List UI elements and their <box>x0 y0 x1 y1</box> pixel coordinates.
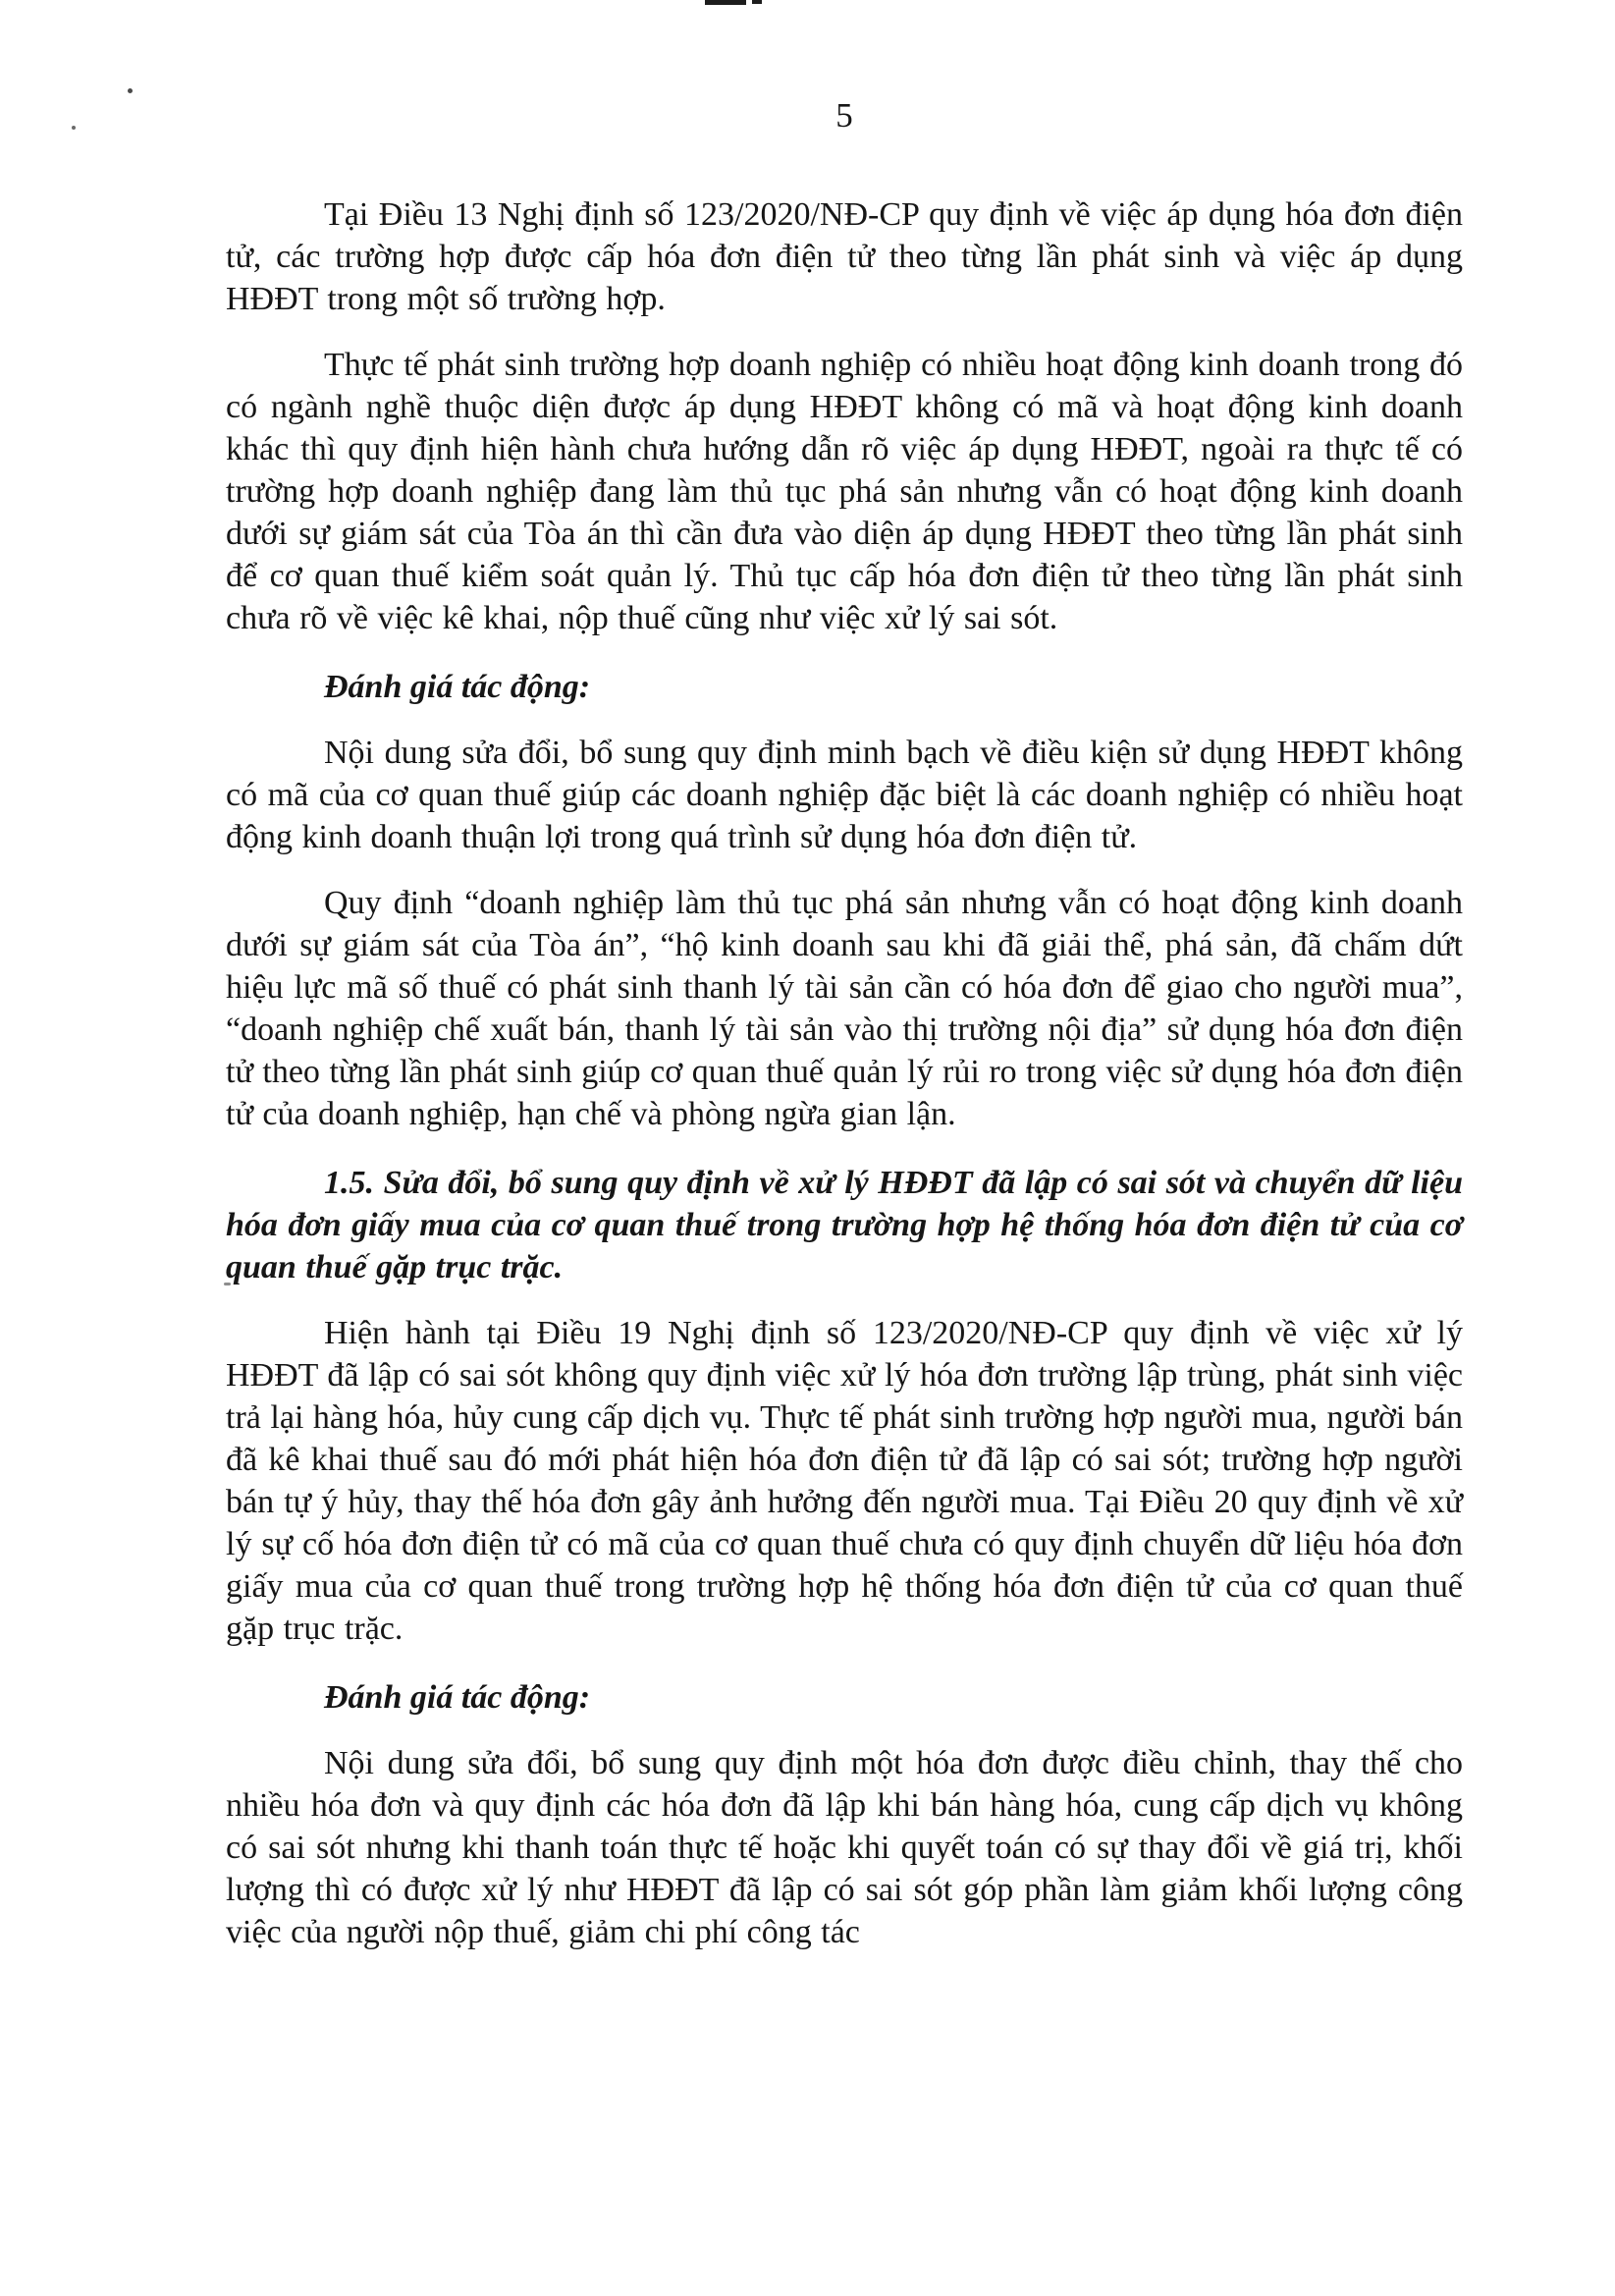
paragraph-impact-assessment-2: Nội dung sửa đổi, bổ sung quy định một hóa đơn được điều chỉnh, thay thế cho nhiều hóa đơn và quy định các hóa đơn đã lập khi bán hàng hóa, cung cấp dịch vụ không có sai sót nhưng khi thanh toán thực tế hoặc khi quyết toán có sự thay đổi về giá trị, khối lượng thì có được xử lý như HĐĐT đã lập có sai sót góp phần làm giảm khối lượng công việc của người nộp thuế, giảm chi phí công tác <box>226 1745 1463 1950</box>
scan-speck <box>72 126 76 130</box>
paragraph-impact-assessment-1: Nội dung sửa đổi, bổ sung quy định minh bạch về điều kiện sử dụng HĐĐT không có mã của cơ quan thuế giúp các doanh nghiệp đặc biệt là các doanh nghiệp có nhiều hoạt động kinh doanh thuận lợi trong quá trình sử dụng hóa đơn điện tử. <box>226 735 1463 855</box>
paragraph-article-13-intro: Tại Điều 13 Nghị định số 123/2020/NĐ-CP quy định về việc áp dụng hóa đơn điện tử, các trường hợp được cấp hóa đơn điện tử theo từng lần phát sinh và việc áp dụng HĐĐT trong một số trường hợp. <box>226 196 1463 317</box>
document-body <box>226 0 1463 1953</box>
impact-assessment-heading-1: Đánh giá tác động: <box>324 669 591 705</box>
paragraph-regulation-quoted-cases: Quy định “doanh nghiệp làm thủ tục phá sản nhưng vẫn có hoạt động kinh doanh dưới sự giám sát của Tòa án”, “hộ kinh doanh sau khi đã giải thể, phá sản, đã chấm dứt hiệu lực mã số thuế có phát sinh thanh lý tài sản cần có hóa đơn để giao cho người mua”, “doanh nghiệp chế xuất bán, thanh lý tài sản vào thị trường nội địa” sử dụng hóa đơn điện tử theo từng lần phát sinh giúp cơ quan thuế quản lý rủi ro trong việc sử dụng hóa đơn điện tử của doanh nghiệp, hạn chế và phòng ngừa gian lận. <box>226 885 1463 1132</box>
impact-assessment-heading-2: Đánh giá tác động: <box>324 1679 591 1716</box>
scan-speck <box>128 88 133 93</box>
paragraph-article-19-current-rules: Hiện hành tại Điều 19 Nghị định số 123/2020/NĐ-CP quy định về việc xử lý HĐĐT đã lập có sai sót không quy định việc xử lý hóa đơn trường lập trùng, phát sinh việc trả lại hàng hóa, hủy cung cấp dịch vụ. Thực tế phát sinh trường hợp người mua, người bán đã kê khai thuế sau đó mới phát hiện hóa đơn điện tử đã lập có sai sót; trường hợp người bán tự ý hủy, thay thế hóa đơn gây ảnh hưởng đến người mua. Tại Điều 20 quy định về xử lý sự cố hóa đơn điện tử có mã của cơ quan thuế chưa có quy định chuyển dữ liệu hóa đơn giấy mua của cơ quan thuế trong trường hợp hệ thống hóa đơn điện tử của cơ quan thuế gặp trục trặc. <box>226 1315 1463 1647</box>
paragraph-practical-issues: Thực tế phát sinh trường hợp doanh nghiệp có nhiều hoạt động kinh doanh trong đó có ngành nghề thuộc diện được áp dụng HĐĐT không có mã và hoạt động kinh doanh khác thì quy định hiện hành chưa hướng dẫn rõ việc áp dụng HĐĐT, ngoài ra thực tế có trường hợp doanh nghiệp đang làm thủ tục phá sản nhưng vẫn có hoạt động kinh doanh dưới sự giám sát của Tòa án thì cần đưa vào diện áp dụng HĐĐT theo từng lần phát sinh để cơ quan thuế kiểm soát quản lý. Thủ tục cấp hóa đơn điện tử theo từng lần phát sinh chưa rõ về việc kê khai, nộp thuế cũng như việc xử lý sai sót. <box>226 347 1463 636</box>
page-number: 5 <box>835 96 853 135</box>
section-heading-1-5: 1.5. Sửa đổi, bổ sung quy định về xử lý HĐĐT đã lập có sai sót và chuyển dữ liệu hóa đơn giấy mua của cơ quan thuế trong trường hợp hệ thống hóa đơn điện tử của cơ quan thuế gặp trục trặc. <box>226 1165 1463 1285</box>
